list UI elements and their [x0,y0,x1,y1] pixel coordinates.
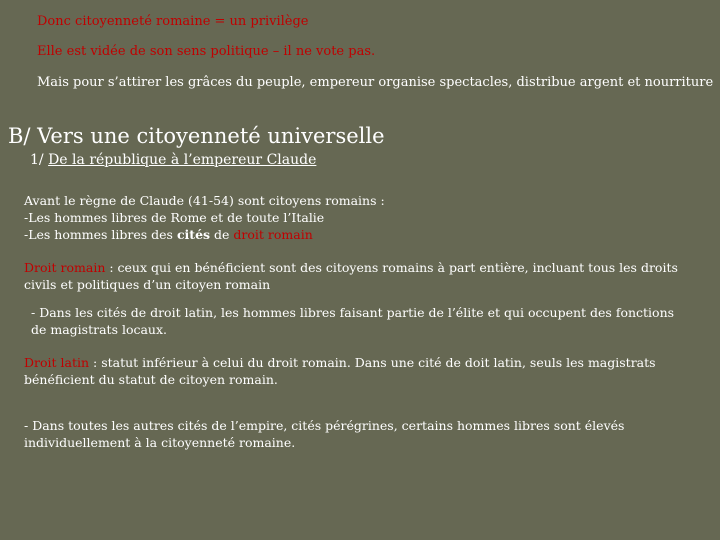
cites-term: cités [176,227,211,242]
droit-romain-line-1 [24,259,678,276]
section-heading: B/ Vers une citoyenneté universelle [8,124,385,148]
avant-line-3 [24,226,385,243]
avant-line-3-de: de [210,227,234,242]
subsection-title: De la république à l’empereur Claude [48,152,317,168]
droit-romain-line-2: civils et politiques d’un citoyen romain [24,277,271,292]
droit-romain-term: droit romain [233,227,313,242]
subsection-number: 1/ [30,152,49,168]
droit-latin-line-1 [24,354,656,371]
paragraph-avant-claude [24,192,385,243]
avant-line-2: -Les hommes libres de Rome et de toute l’Italie [24,210,325,225]
paragraph-droit-latin-cites [31,304,674,338]
droit-latin-definition: : statut inférieur à celui du droit romain. Dans une cité de doit latin, seuls les magistrats [89,355,656,370]
autres-line-2: individuellement à la citoyenneté romaine. [24,435,296,450]
intro-line-privilege: Donc citoyenneté romaine = un privilège [37,14,309,29]
intro-line-vote: Elle est vidée de son sens politique – il ne vote pas. [37,44,376,59]
paragraph-droit-latin [24,354,656,388]
intro-line-spectacles: Mais pour s’attirer les grâces du peuple, empereur organise spectacles, distribue argent et nourriture [37,75,714,90]
subsection-heading [30,152,316,168]
paragraph-droit-romain [24,259,678,293]
droit-latin-cites-line-2: de magistrats locaux. [31,322,168,337]
droit-romain-definition: : ceux qui en bénéficient sont des citoyens romains à part entière, incluant tous les droits [105,260,678,275]
avant-line-3-prefix: -Les hommes libres des [24,227,177,242]
droit-romain-label: Droit romain [24,260,106,275]
droit-latin-cites-line-1: - Dans les cités de droit latin, les hommes libres faisant partie de l’élite et qui occupent des fonctions [31,305,675,320]
paragraph-cites-peregrines [24,417,624,451]
droit-latin-line-2: bénéficient du statut de citoyen romain. [24,372,278,387]
avant-line-1: Avant le règne de Claude (41-54) sont citoyens romains : [24,193,385,208]
droit-latin-label: Droit latin [24,355,90,370]
autres-line-1: - Dans toutes les autres cités de l’empire, cités pérégrines, certains hommes libres sont élevés [24,418,625,433]
